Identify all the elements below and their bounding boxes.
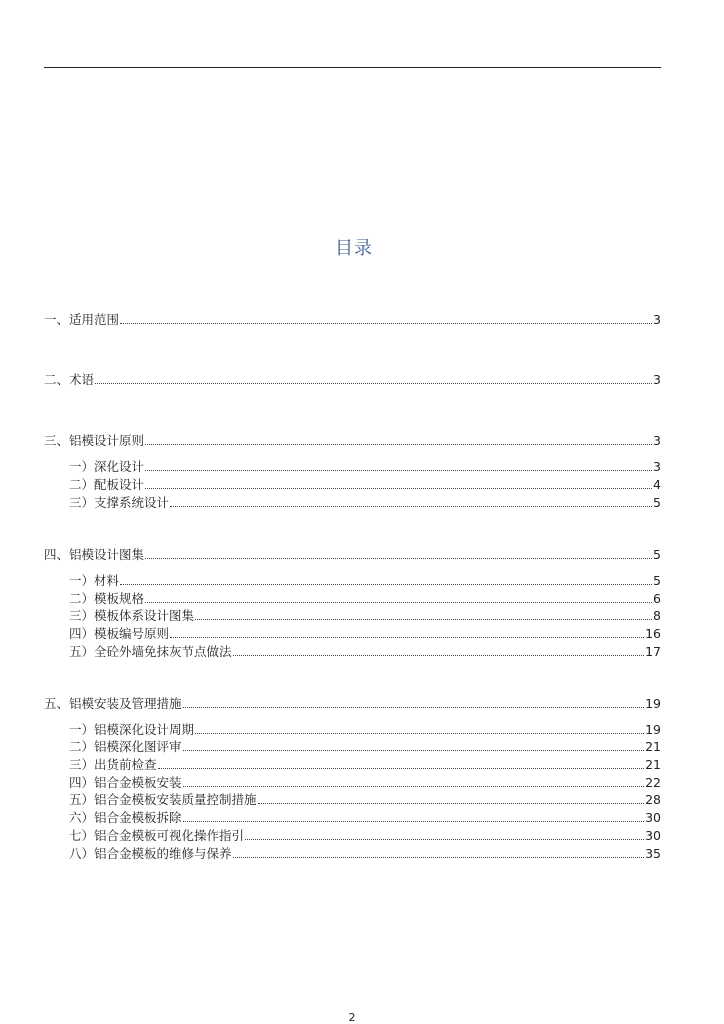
toc-entry-page: 4 bbox=[653, 477, 661, 492]
toc-entry-page: 3 bbox=[653, 312, 661, 327]
toc-leader bbox=[183, 750, 645, 751]
toc-entry-label: 六）铝合金模板拆除 bbox=[69, 810, 182, 825]
toc-entry-page: 19 bbox=[645, 722, 661, 737]
toc-entry-page: 16 bbox=[645, 626, 661, 641]
toc-entry-page: 17 bbox=[645, 644, 661, 659]
toc-leader bbox=[120, 584, 652, 585]
toc-leader bbox=[245, 839, 644, 840]
toc-entry[interactable] bbox=[69, 495, 661, 511]
toc-leader bbox=[145, 488, 652, 489]
toc-entry-page: 21 bbox=[645, 739, 661, 754]
toc-entry-page: 5 bbox=[653, 495, 661, 510]
toc-leader bbox=[120, 323, 652, 324]
toc-entry[interactable] bbox=[69, 644, 661, 660]
toc-entry[interactable] bbox=[44, 372, 661, 388]
toc-entry[interactable] bbox=[69, 846, 661, 862]
toc-entry[interactable] bbox=[44, 312, 661, 328]
toc-entry[interactable] bbox=[69, 591, 661, 607]
toc-entry-label: 三）出货前检查 bbox=[69, 757, 157, 772]
toc-leader bbox=[145, 470, 652, 471]
toc-entry-label: 一）深化设计 bbox=[69, 459, 145, 474]
toc-entry-label: 三、铝模设计原则 bbox=[44, 433, 145, 448]
toc-entry[interactable] bbox=[44, 547, 661, 563]
toc-entry[interactable] bbox=[69, 722, 661, 738]
toc-entry[interactable] bbox=[44, 433, 661, 449]
page-number: 2 bbox=[348, 1011, 356, 1024]
toc-entry-page: 28 bbox=[645, 792, 661, 807]
toc-leader bbox=[145, 444, 652, 445]
toc-entry[interactable] bbox=[69, 739, 661, 755]
toc-entry-page: 3 bbox=[653, 372, 661, 387]
toc-entry-label: 五）铝合金模板安装质量控制措施 bbox=[69, 792, 257, 807]
toc-entry[interactable] bbox=[69, 626, 661, 642]
toc-leader bbox=[145, 558, 652, 559]
header-rule bbox=[44, 67, 661, 68]
toc-entry-label: 一、适用范围 bbox=[44, 312, 120, 327]
toc-leader bbox=[170, 637, 644, 638]
toc-entry[interactable] bbox=[44, 696, 661, 712]
toc-entry-label: 二、术语 bbox=[44, 372, 95, 387]
toc-leader bbox=[233, 857, 645, 858]
toc-leader bbox=[95, 383, 652, 384]
toc-title: 目录 bbox=[335, 238, 373, 259]
toc-entry-label: 三）支撑系统设计 bbox=[69, 495, 170, 510]
toc-entry-page: 30 bbox=[645, 828, 661, 843]
toc-leader bbox=[233, 655, 645, 656]
toc-entry[interactable] bbox=[69, 810, 661, 826]
toc-entry-page: 21 bbox=[645, 757, 661, 772]
toc-leader bbox=[145, 602, 652, 603]
toc-entry-label: 五、铝模安装及管理措施 bbox=[44, 696, 182, 711]
toc-entry[interactable] bbox=[69, 459, 661, 475]
toc-entry[interactable] bbox=[69, 828, 661, 844]
toc-entry-page: 3 bbox=[653, 459, 661, 474]
toc-entry-label: 二）铝模深化图评审 bbox=[69, 739, 182, 754]
toc-entry-page: 6 bbox=[653, 591, 661, 606]
toc-entry[interactable] bbox=[69, 477, 661, 493]
toc-entry[interactable] bbox=[69, 573, 661, 589]
toc-leader bbox=[183, 821, 645, 822]
toc-entry-label: 四、铝模设计图集 bbox=[44, 547, 145, 562]
toc-entry-label: 四）铝合金模板安装 bbox=[69, 775, 182, 790]
toc-entry-page: 22 bbox=[645, 775, 661, 790]
toc-entry[interactable] bbox=[69, 792, 661, 808]
toc-leader bbox=[195, 619, 652, 620]
toc-entry-label: 二）配板设计 bbox=[69, 477, 145, 492]
toc-leader bbox=[258, 803, 645, 804]
toc-entry-page: 5 bbox=[653, 547, 661, 562]
toc-entry-page: 5 bbox=[653, 573, 661, 588]
toc-entry[interactable] bbox=[69, 608, 661, 624]
toc-entry-label: 二）模板规格 bbox=[69, 591, 145, 606]
toc-entry-label: 一）材料 bbox=[69, 573, 120, 588]
toc-entry[interactable] bbox=[69, 757, 661, 773]
toc-entry-label: 七）铝合金模板可视化操作指引 bbox=[69, 828, 245, 843]
toc-entry-page: 35 bbox=[645, 846, 661, 861]
toc-entry-label: 一）铝模深化设计周期 bbox=[69, 722, 195, 737]
toc-entry-page: 3 bbox=[653, 433, 661, 448]
toc-leader bbox=[183, 707, 645, 708]
toc-entry-label: 三）模板体系设计图集 bbox=[69, 608, 195, 623]
toc-entry-page: 19 bbox=[645, 696, 661, 711]
toc-entry-label: 五）全砼外墙免抹灰节点做法 bbox=[69, 644, 232, 659]
toc-entry-page: 30 bbox=[645, 810, 661, 825]
toc-leader bbox=[195, 733, 644, 734]
toc-entry-page: 8 bbox=[653, 608, 661, 623]
toc-entry-label: 四）模板编号原则 bbox=[69, 626, 170, 641]
toc-leader bbox=[158, 768, 645, 769]
toc-leader bbox=[183, 786, 645, 787]
toc-entry[interactable] bbox=[69, 775, 661, 791]
toc-entry-label: 八）铝合金模板的维修与保养 bbox=[69, 846, 232, 861]
toc-leader bbox=[170, 506, 652, 507]
